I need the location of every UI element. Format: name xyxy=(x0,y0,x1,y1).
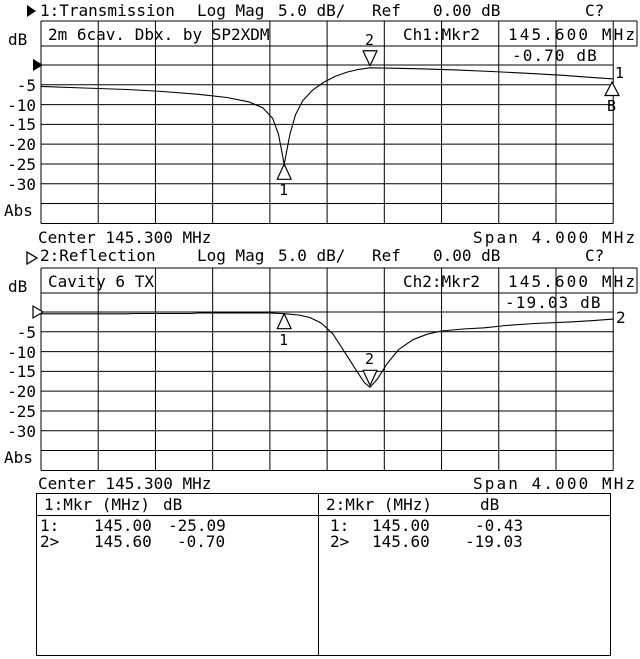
marker-table-divider xyxy=(318,493,319,656)
chart2-ytick: -20 xyxy=(7,382,36,401)
ch2-cal-status: C? xyxy=(585,246,605,265)
table-left-col-mkr: 1:Mkr (MHz) xyxy=(44,495,150,514)
table-cell: 2> xyxy=(330,532,350,551)
table-cell: -25.09 xyxy=(168,516,226,535)
chart1-ytick: -15 xyxy=(7,115,36,134)
chart1-y-unit: dB xyxy=(8,30,28,49)
chart2-ytick: -30 xyxy=(7,422,36,441)
ch2-ref-value: 0.00 dB xyxy=(433,246,501,265)
chart1-ytick: -20 xyxy=(7,135,36,154)
ch2-title: 2:Reflection xyxy=(40,246,156,265)
ch2-scale: 5.0 dB/ xyxy=(278,246,346,265)
table-cell: -0.70 xyxy=(177,532,226,551)
chart2-marker-readout-value: -19.03 dB xyxy=(505,293,602,312)
chart1-marker-readout-source: Ch1:Mkr2 xyxy=(403,25,481,44)
marker-1-label: 1 xyxy=(279,330,289,349)
chart1-trace-title: 2m 6cav. Dbx. by SP2XDM xyxy=(48,25,270,44)
marker-1-label: 1 xyxy=(279,181,289,200)
marker-1-triangle-icon xyxy=(277,164,291,179)
chart2-ytick: -5 xyxy=(16,323,36,342)
ch2-ref-label: Ref xyxy=(372,246,401,265)
ch1-ref-value: 0.00 dB xyxy=(433,1,501,20)
marker-1-triangle-icon xyxy=(277,314,291,329)
ch1-title: 1:Transmission xyxy=(40,1,175,20)
chart1-marker-readout-value: -0.70 dB xyxy=(512,46,598,65)
chart1-edge-flag: B xyxy=(607,97,617,115)
chart1-ytick: -10 xyxy=(7,96,36,115)
table-cell: -19.03 xyxy=(465,532,523,551)
ch1-ref-label: Ref xyxy=(372,1,401,20)
channel2-arrow-icon xyxy=(26,251,38,265)
ch1-format: Log Mag xyxy=(197,1,265,20)
chart2-y-unit: dB xyxy=(8,277,28,296)
ch1-cal-status: C? xyxy=(585,1,605,20)
chart2-abs-label: Abs xyxy=(4,448,33,467)
chart2-marker-readout-source: Ch2:Mkr2 xyxy=(403,272,481,291)
chart2-ytick: -15 xyxy=(7,362,36,381)
channel1-active-arrow-icon xyxy=(27,5,36,17)
chart2-center-label: Center 145.300 MHz xyxy=(38,474,212,493)
table-cell: 145.60 xyxy=(94,532,152,551)
table-cell: -0.43 xyxy=(475,516,524,535)
chart2-ytick: -25 xyxy=(7,402,36,421)
chart1-ytick: -25 xyxy=(7,155,36,174)
table-cell: 145.00 xyxy=(94,516,152,535)
marker-2-label: 2 xyxy=(365,350,375,369)
table-cell: 2> xyxy=(40,532,60,551)
chart2-trace-title: Cavity 6 TX xyxy=(48,272,154,291)
table-right-col-db: dB xyxy=(480,495,500,514)
chart1-span-label: Span 4.000 MHz xyxy=(473,228,638,247)
table-cell: 1: xyxy=(40,516,60,535)
chart2-ytick: -10 xyxy=(7,343,36,362)
chart1-abs-label: Abs xyxy=(4,201,33,220)
chart2-edge-trace-number: 2 xyxy=(616,308,626,327)
table-right-col-mkr: 2:Mkr (MHz) xyxy=(326,495,432,514)
chart1-edge-trace-number: 1 xyxy=(615,64,625,82)
table-left-col-db: dB xyxy=(163,495,183,514)
edge-marker-triangle-icon xyxy=(605,82,619,96)
table-cell: 145.60 xyxy=(372,532,430,551)
chart2-marker-readout-freq: 145.600 MHz xyxy=(508,272,638,291)
chart1-ytick: -30 xyxy=(7,175,36,194)
chart1-center-label: Center 145.300 MHz xyxy=(38,228,212,247)
chart2-span-label: Span 4.000 MHz xyxy=(473,474,638,493)
marker-2-triangle-icon xyxy=(363,51,377,66)
chart1-marker-readout-freq: 145.600 MHz xyxy=(508,25,638,44)
table-cell: 145.00 xyxy=(372,516,430,535)
chart1-ytick: -5 xyxy=(16,76,36,95)
ch1-scale: 5.0 dB/ xyxy=(278,1,346,20)
marker-2-label: 2 xyxy=(365,30,375,49)
table-cell: 1: xyxy=(330,516,350,535)
ch2-format: Log Mag xyxy=(197,246,265,265)
